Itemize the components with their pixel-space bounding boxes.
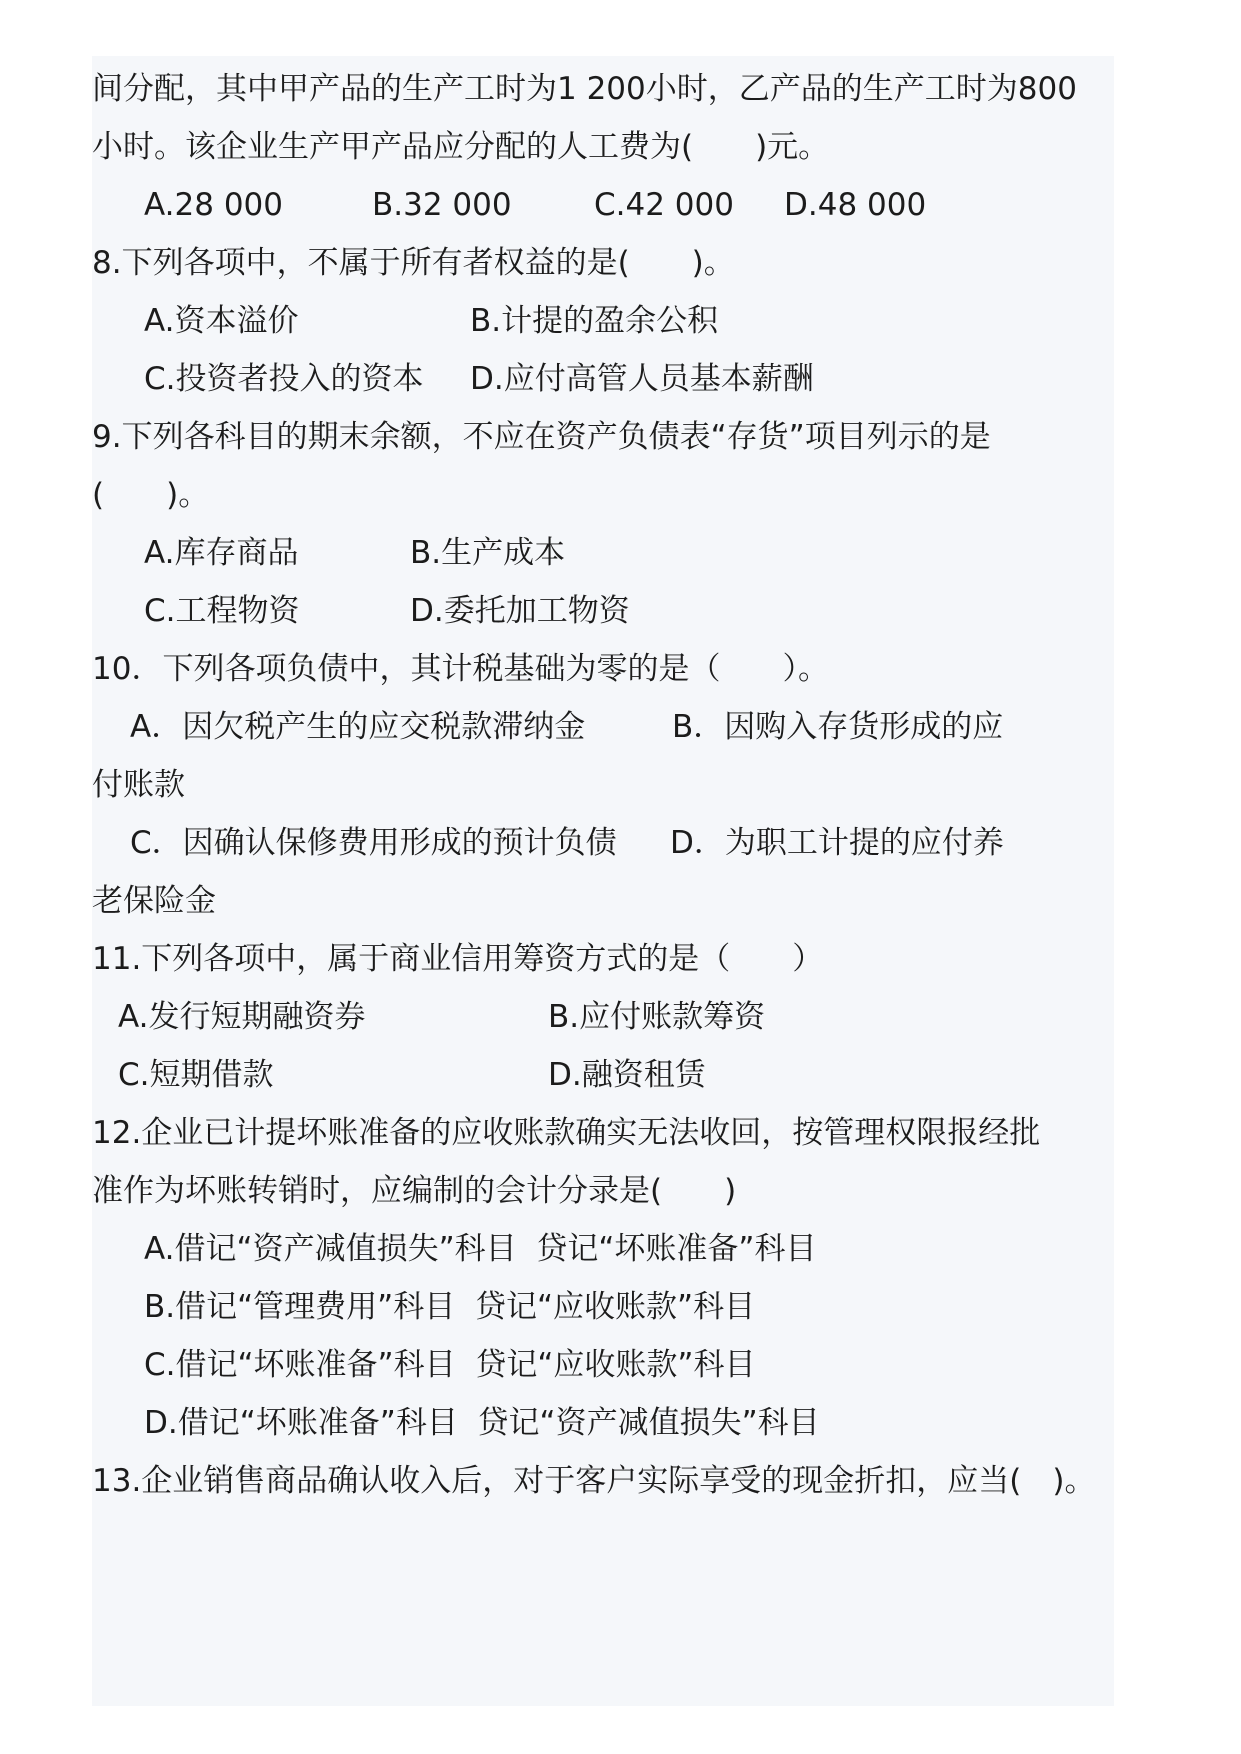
question-11-option-d: D.融资租赁 (548, 1057, 706, 1093)
question-9-option-c: C.工程物资 (144, 593, 300, 629)
question-7-stem-line-1: 间分配，其中甲产品的生产工时为1 200小时，乙产品的生产工时为800 (92, 71, 1077, 107)
question-9-stem-line-1: 9.下列各科目的期末余额，不应在资产负债表“存货”项目列示的是 (92, 419, 991, 455)
question-11-option-a: A.发行短期融资券 (118, 999, 366, 1035)
question-10-option-b: B．因购入存货形成的应 (672, 709, 1004, 745)
question-11-stem: 11.下列各项中，属于商业信用筹资方式的是（ ） (92, 941, 824, 977)
question-10-option-a: A．因欠税产生的应交税款滞纳金 (130, 709, 586, 745)
question-7-stem-line-2: 小时。该企业生产甲产品应分配的人工费为( )元。 (92, 129, 830, 165)
question-12-option-d: D.借记“坏账准备”科目 贷记“资产减值损失”科目 (144, 1405, 820, 1441)
question-7-option-b: B.32 000 (372, 187, 512, 223)
question-12-option-a: A.借记“资产减值损失”科目 贷记“坏账准备”科目 (144, 1231, 817, 1267)
question-12-option-c: C.借记“坏账准备”科目 贷记“应收账款”科目 (144, 1347, 756, 1383)
question-7-option-c: C.42 000 (594, 187, 734, 223)
question-9-option-a: A.库存商品 (144, 535, 299, 571)
question-8-option-a: A.资本溢价 (144, 303, 299, 339)
question-7-option-a: A.28 000 (144, 187, 283, 223)
document-page (92, 56, 1114, 1706)
question-8-option-c: C.投资者投入的资本 (144, 361, 424, 397)
question-12-stem-line-2: 准作为坏账转销时，应编制的会计分录是( ) (92, 1173, 737, 1209)
question-9-stem-line-2: ( )。 (92, 477, 210, 513)
question-10-option-d-continued: 老保险金 (92, 883, 216, 919)
question-9-option-b: B.生产成本 (410, 535, 566, 571)
question-12-option-b: B.借记“管理费用”科目 贷记“应收账款”科目 (144, 1289, 756, 1325)
question-8-option-d: D.应付高管人员基本薪酬 (470, 361, 814, 397)
question-10-option-d: D．为职工计提的应付养 (670, 825, 1004, 861)
question-12-stem-line-1: 12.企业已计提坏账准备的应收账款确实无法收回，按管理权限报经批 (92, 1115, 1041, 1151)
question-8-option-b: B.计提的盈余公积 (470, 303, 719, 339)
question-9-option-d: D.委托加工物资 (410, 593, 630, 629)
question-11-option-c: C.短期借款 (118, 1057, 274, 1093)
question-7-option-d: D.48 000 (784, 187, 927, 223)
question-10-stem: 10．下列各项负债中，其计税基础为零的是（ ）。 (92, 651, 829, 687)
question-13-stem: 13.企业销售商品确认收入后，对于客户实际享受的现金折扣，应当( )。 (92, 1463, 1096, 1499)
question-11-option-b: B.应付账款筹资 (548, 999, 766, 1035)
question-8-stem: 8.下列各项中，不属于所有者权益的是( )。 (92, 245, 735, 281)
question-10-option-b-continued: 付账款 (92, 767, 185, 803)
question-10-option-c: C．因确认保修费用形成的预计负债 (130, 825, 617, 861)
